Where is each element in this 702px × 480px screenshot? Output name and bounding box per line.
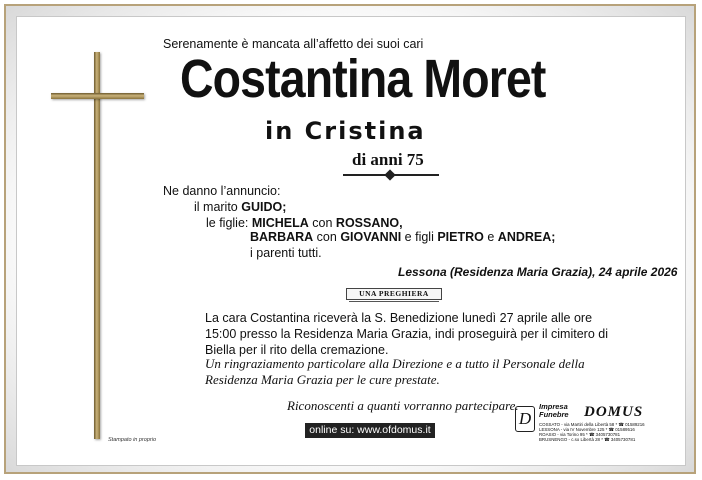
rite-text: La cara Costantina riceverà la S. Benedizione lunedì 27 aprile alle ore 15:00 presso la Residenza Maria Grazia, indi proseguirà per il cimitero di Biella per il rito della cremazione.	[205, 311, 608, 357]
logo-addresses: COSSATO - via Martiri della Libertà 58 * ☎ 01589216 LESSONA - via IV Novembre 125 * ☎ 01589516 ROASIO - via Torino 95 * ☎ 3405730781 BRUSNENGO - c.so Libertà 28 * ☎ 3405730781	[539, 422, 645, 442]
husband-line: il marito GUIDO;	[194, 200, 287, 214]
cross-icon	[94, 52, 100, 439]
married-name: in Cristina	[265, 117, 426, 145]
daughters-line: le figlie: MICHELA con ROSSANO,	[206, 216, 403, 230]
prayer-label: UNA PREGHIERA	[346, 288, 442, 300]
intro-text: Serenamente è mancata all’affetto dei suoi cari	[163, 37, 424, 51]
announcement-heading: Ne danno l’annuncio:	[163, 184, 281, 198]
website-link[interactable]: online su: www.ofdomus.it	[305, 423, 435, 438]
relatives-line: i parenti tutti.	[250, 246, 322, 260]
place-date: Lessona (Residenza Maria Grazia), 24 aprile 2026	[398, 265, 678, 279]
deceased-name: Costantina Moret	[180, 49, 546, 109]
age-text: di anni 75	[352, 150, 424, 169]
logo-domus: DOMUS	[584, 404, 644, 420]
daughter2-line: BARBARA con GIOVANNI e figli PIETRO e ANDREA;	[250, 230, 556, 244]
grateful-text: Riconoscenti a quanti vorranno partecipare.	[287, 398, 519, 413]
print-note: Stampato in proprio	[108, 437, 156, 443]
logo-d-icon: D	[515, 406, 535, 432]
prayer-underline	[349, 301, 439, 302]
logo-impresa: Impresa Funebre	[539, 402, 569, 419]
cross-bar	[51, 93, 144, 99]
thanks-text: Un ringraziamento particolare alla Direzione e a tutto il Personale della Residenza Maria Grazia per le cure prestate.	[205, 356, 585, 387]
funeral-home-logo	[512, 402, 658, 442]
